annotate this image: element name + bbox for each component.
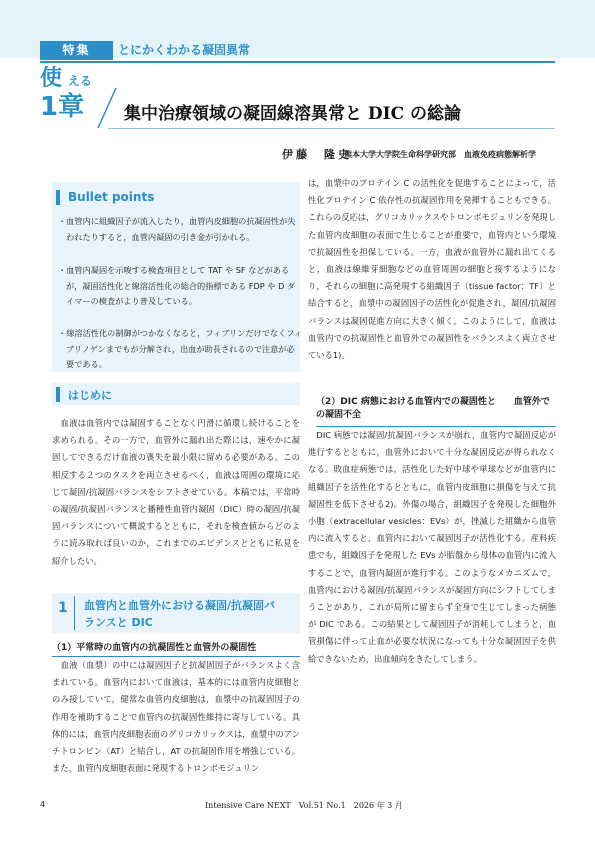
bullet-item: ・線溶活性化の制御がつかなくなると，フィブリンだけでなくフィブリノゲンまでもが分解され，出血が助長されるので注意が必要である。 (58, 328, 302, 370)
subsection2-paragraph: DIC 病態では凝固/抗凝固バランスが崩れ，血管内で凝固反応が進行するとともに，血管外において十分な凝固反応が得られなくなる。敗血症病態では，活性化した好中球や単球などが血管内に組織因子を活性化するとともに，血管内皮細胞に損傷を与えて抗凝固性を低下させる2)。外傷の場合，組織因子を発現した細胞外小胞（extracellular vesicles：EVs）が，挫滅した組織から血管内に流入すると，血管内において凝固因子が活性化する。産科疾患でも，組織因子を発現した EVs が胎盤から母体の血管内に流入することで，血管内凝固が進行する。このようなメカニズムで，血管内における凝固/抗凝固バランスが凝固方向にシフトしてしまうことがあり，これが局所に留まらず全身で生じてしまった病態が DIC である。この結果として凝固因子が消耗してしまうと，血管損傷に伴って止血が必要な状況になっても十分な凝固因子を供給できないため，出血傾向をきたしてしまう。 (308, 430, 556, 664)
author-affiliation: 熊本大学大学院生命科学研究部 血液免疫病態解析学 (344, 150, 536, 159)
section1-title: 血管内と血管外における凝固/抗凝固バランスと DIC (84, 599, 276, 629)
chapter-rule (108, 128, 555, 129)
use-label-small: える (68, 74, 93, 88)
right-column-paragraph: は，血漿中のプロテイン C の活性化を促進することによって，活性化プロテイン C 依存性の抗凝固作用を発揮することもできる。これらの反応は，グリコカリックスやトロンボモジュリンを発現した血管内皮細胞の表面で生じることが重要で，血管内という環境で抗凝固性を担保している。一方，血液が血管外に漏れ出てくると，血液は線維芽細胞などの血管周囲の細胞と接するようになり，それらの細胞に高発現する組織因子（tissue factor：TF）と結合すると，血漿中の凝固因子の活性化が促進され，凝固/抗凝固バランスは凝固促進方向に大きく傾く。このようにして，血液は血管内での抗凝固性と血管外での凝固性をバランスよく両立させている1)。 (308, 178, 556, 361)
bullet-item: ・血管内に組織因子が流入したり，血管内皮細胞の抗凝固性が失われたりすると，血管内凝固の引き金が引かれる。 (58, 216, 296, 242)
subsection2-title: （2）DIC 病態における血管内での凝固性と 血管外での凝固不全 (316, 397, 550, 420)
section1-divider (74, 596, 75, 630)
intro-heading-bar (56, 387, 60, 402)
intro-text: 血液は血管内では凝固することなく円滑に循環し続けることを求められる。その一方で，血管外に漏れ出た際には，速やかに凝固してできるだけ血液の喪失を最小限に留める必要がある。この相反する２つのタスクを両立させるべく，血液は周囲の環境に応じて凝固/抗凝固バランスをシフトさせている。本稿では，平常時の凝固/抗凝固バランスと播種性血管内凝固（DIC）時の凝固/抗凝固バランスについて概説するとともに，それを検査値からどのように読み取れば良いのか，これまでのエビデンスとともに私見を紹介したい。 (52, 418, 300, 566)
journal-footer: Intensive Care NEXT Vol.51 No.1 2026 年 3 月 (205, 801, 403, 810)
chapter-number: 1章 (40, 92, 85, 122)
use-label: 使 (40, 66, 63, 91)
feature-title: とにかくわかる凝固異常 (118, 43, 251, 57)
intro-heading: はじめに (68, 389, 112, 402)
subsection1-title: （1）平常時の血管内の抗凝固性と血管外の凝固性 (52, 643, 257, 653)
section1-paragraph: 血液（血漿）の中には凝固因子と抗凝固因子がバランスよく含まれている。血管内において血液は，基本的には血管内皮細胞とのみ接していて，健常な血管内皮細胞は，血漿中の抗凝固因子の作用を補助することで血管内の抗凝固性維持に寄与している。具体的には，血管内皮細胞表面のグリコカリックスは，血漿中のアンチトロンビン（AT）と結合し，AT の抗凝固作用を増強している。また，血管内皮細胞表面に発現するトロンボモジュリン (52, 660, 300, 774)
section1-number: 1 (58, 600, 68, 616)
author-name: 伊藤 隆史 (282, 148, 352, 161)
bullet-points-title: Bullet points (68, 190, 155, 204)
chapter-slash (96, 86, 118, 130)
chapter-title: 集中治療領域の凝固線溶異常と DIC の総論 (124, 104, 462, 124)
page-number: 4 (40, 800, 46, 809)
feature-rule (40, 61, 555, 63)
feature-label: 特集 (40, 41, 113, 60)
bullet-points-bar (56, 190, 60, 205)
bullet-item: ・血管内凝固を示唆する検査項目として TAT や SF などがあるが，凝固活性化と線溶活性化の総合的指標である FDP や D ダイマーの検査がより普及している。 (58, 265, 296, 307)
